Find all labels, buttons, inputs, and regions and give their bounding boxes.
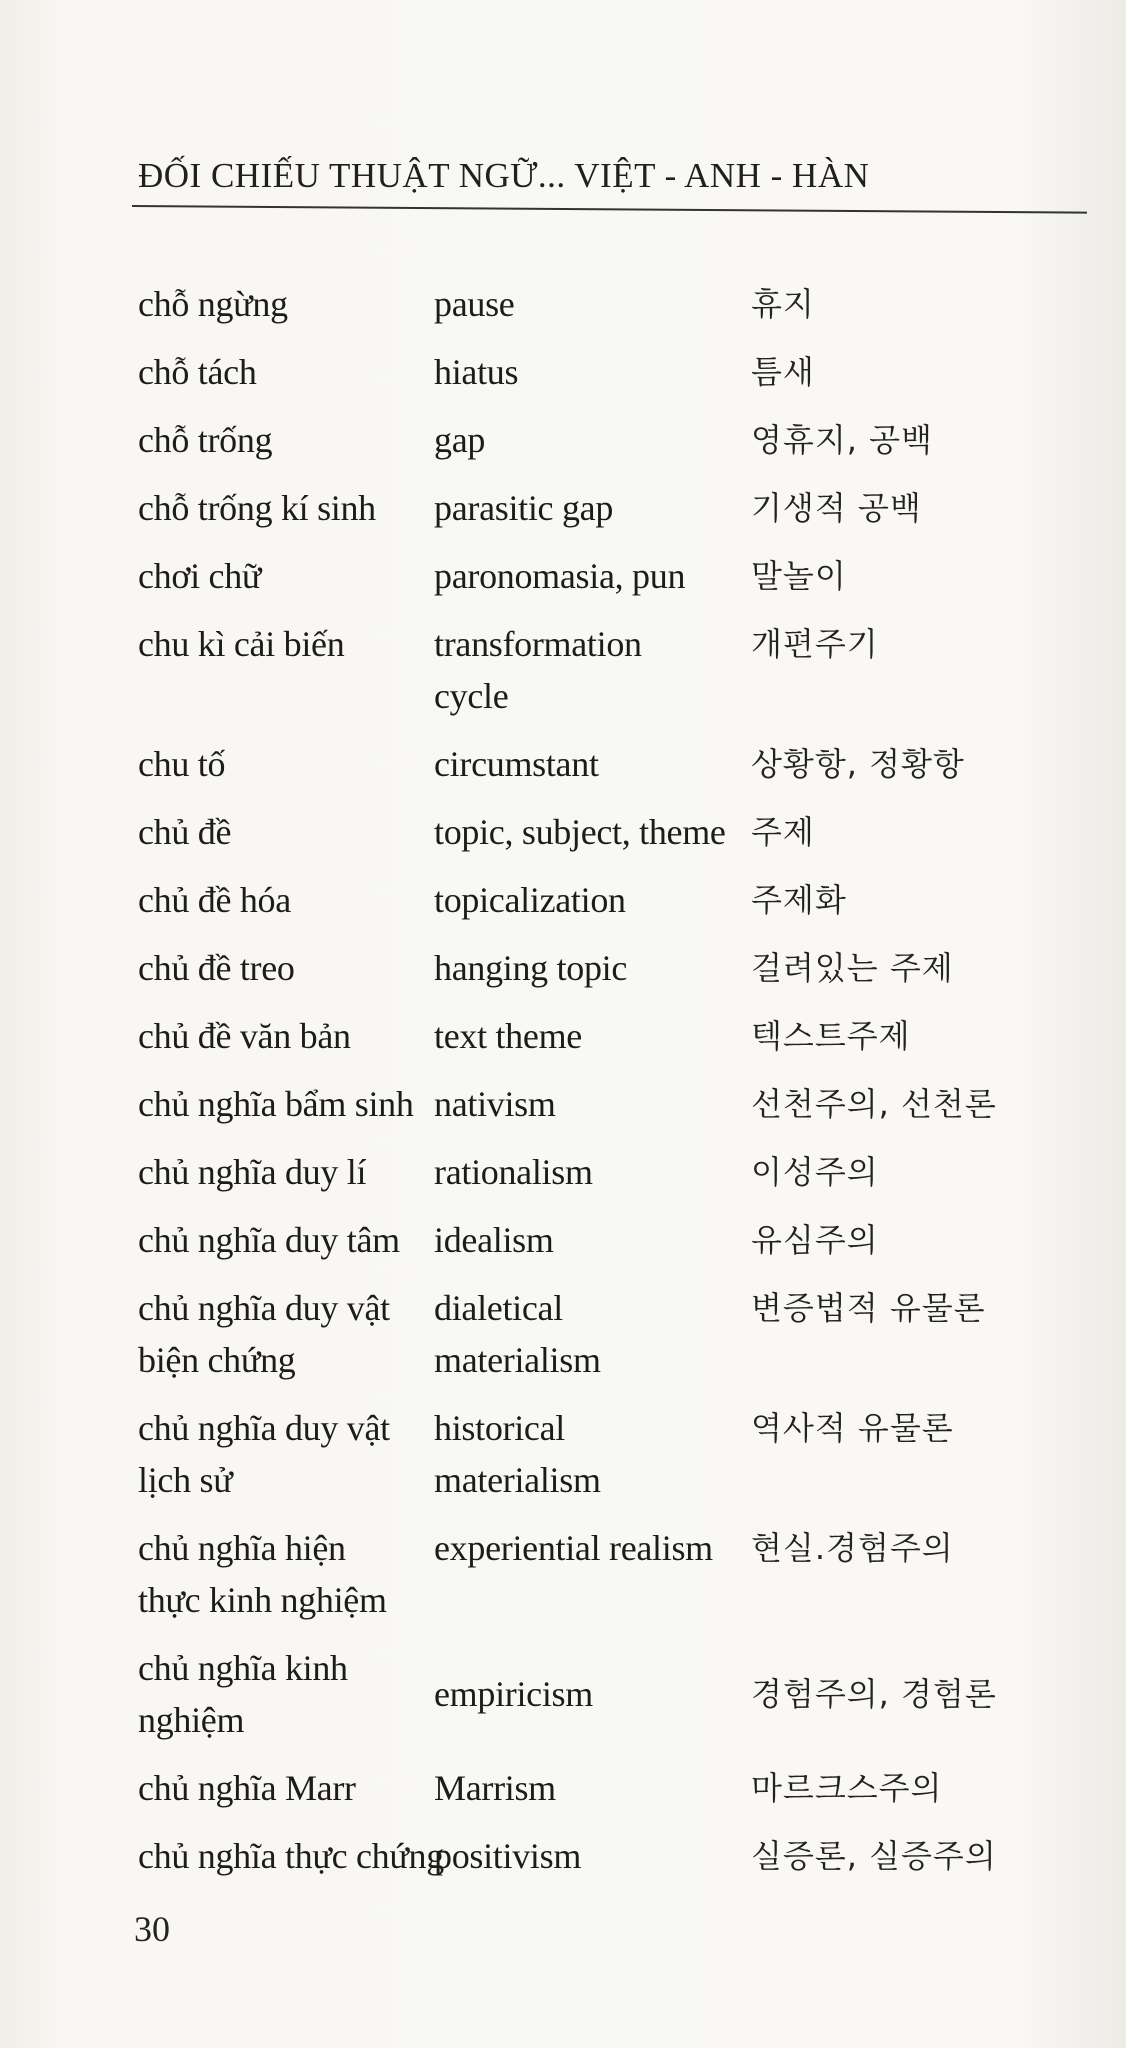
korean-term [751, 1402, 954, 1454]
korean-term [751, 1010, 911, 1062]
korean-term [751, 482, 922, 534]
vietnamese-term [138, 806, 231, 858]
korean-term-line: 상황항, 정황항 [751, 745, 965, 783]
vietnamese-term [138, 738, 225, 790]
vietnamese-term [138, 874, 291, 926]
english-term [434, 942, 627, 994]
english-term [434, 1830, 581, 1882]
vietnamese-term [138, 1402, 390, 1506]
vietnamese-term-line: biện chứng [138, 1340, 296, 1380]
korean-term-line: 마르크스주의 [751, 1769, 943, 1807]
english-term [434, 414, 485, 466]
english-term [434, 278, 514, 330]
vietnamese-term [138, 1642, 348, 1746]
vietnamese-term-line: chủ nghĩa duy lí [138, 1152, 367, 1192]
vietnamese-term-line: chủ nghĩa thực chứng [138, 1836, 444, 1876]
korean-term-line: 변증법적 유물론 [751, 1289, 986, 1327]
english-term [434, 1146, 593, 1198]
running-header: ĐỐI CHIẾU THUẬT NGỮ... VIỆT - ANH - HÀN [138, 156, 870, 195]
korean-term-line: 실증론, 실증주의 [751, 1837, 997, 1875]
vietnamese-term-line: chu kì cải biến [138, 624, 345, 664]
korean-term [751, 874, 847, 926]
english-term-line: positivism [434, 1836, 582, 1876]
english-term-line: empiricism [434, 1674, 593, 1714]
english-term [434, 1762, 556, 1814]
english-term [434, 1522, 713, 1574]
vietnamese-term-line: chủ nghĩa duy vật [138, 1288, 390, 1328]
vietnamese-term [138, 482, 376, 534]
english-term [434, 1078, 556, 1130]
korean-term-line: 유심주의 [751, 1221, 879, 1259]
english-term-line: nativism [434, 1084, 556, 1124]
vietnamese-term-line: chơi chữ [138, 556, 262, 596]
vietnamese-term [138, 1214, 400, 1266]
english-term-line: transformation [434, 624, 642, 664]
korean-term [751, 1830, 997, 1882]
english-term [434, 1282, 601, 1386]
korean-term [751, 1762, 942, 1814]
english-term-line: pause [434, 284, 515, 324]
english-term [434, 874, 626, 926]
korean-term-line: 개편주기 [751, 625, 879, 663]
english-term-line: historical [434, 1408, 565, 1448]
korean-term [751, 1078, 997, 1130]
vietnamese-term-line: chỗ tách [138, 352, 257, 392]
english-term [434, 1668, 593, 1720]
korean-term-line: 휴지 [751, 285, 815, 323]
vietnamese-term-line: chủ đề treo [138, 948, 295, 988]
vietnamese-term [138, 1830, 444, 1882]
vietnamese-term-line: nghiệm [138, 1700, 245, 1740]
english-term-line: hanging topic [434, 948, 628, 988]
korean-term-line: 이성주의 [751, 1153, 879, 1191]
korean-term [751, 1282, 986, 1334]
english-term-line: experiential realism [434, 1528, 713, 1568]
english-term-line: hiatus [434, 352, 519, 392]
vietnamese-term [138, 414, 272, 466]
vietnamese-term-line: thực kinh nghiệm [138, 1580, 387, 1620]
english-term [434, 1402, 601, 1506]
english-term [434, 550, 685, 602]
vietnamese-term-line: chủ đề văn bản [138, 1016, 351, 1056]
english-term [434, 1010, 582, 1062]
vietnamese-term [138, 1078, 414, 1130]
vietnamese-term-line: chỗ trống kí sinh [138, 488, 376, 528]
english-term [434, 618, 642, 722]
english-term [434, 1214, 554, 1266]
korean-term-line: 텍스트주제 [751, 1017, 911, 1055]
english-term [434, 346, 518, 398]
english-term-line: parasitic gap [434, 488, 614, 528]
vietnamese-term [138, 1522, 387, 1626]
vietnamese-term-line: chủ nghĩa duy tâm [138, 1220, 400, 1260]
korean-term-line: 현실.경험주의 [751, 1529, 954, 1567]
korean-term-line: 경험주의, 경험론 [751, 1675, 997, 1713]
vietnamese-term-line: chủ nghĩa Marr [138, 1768, 356, 1808]
korean-term [751, 1668, 997, 1720]
korean-term [751, 1146, 879, 1198]
vietnamese-term [138, 550, 261, 602]
korean-term-line: 틈새 [751, 353, 815, 391]
korean-term-line: 선천주의, 선천론 [751, 1085, 997, 1123]
english-term-line: materialism [434, 1460, 601, 1500]
korean-term-line: 기생적 공백 [751, 489, 922, 527]
korean-term-line: 영휴지, 공백 [751, 421, 933, 459]
vietnamese-term [138, 278, 288, 330]
english-term-line: topic, subject, theme [434, 812, 726, 852]
english-term-line: gap [434, 420, 486, 460]
english-term-line: rationalism [434, 1152, 593, 1192]
english-term-line: dialetical [434, 1288, 563, 1328]
korean-term-line: 역사적 유물론 [751, 1409, 954, 1447]
vietnamese-term-line: chỗ ngừng [138, 284, 288, 324]
vietnamese-term-line: chu tố [138, 744, 226, 784]
english-term [434, 806, 726, 858]
korean-term [751, 1522, 954, 1574]
english-term-line: idealism [434, 1220, 554, 1260]
english-term-line: circumstant [434, 744, 599, 784]
english-term-line: topicalization [434, 880, 626, 920]
korean-term-line: 주제 [751, 813, 815, 851]
korean-term [751, 414, 933, 466]
english-term-line: paronomasia, pun [434, 556, 686, 596]
vietnamese-term-line: chủ nghĩa kinh [138, 1648, 348, 1688]
vietnamese-term-line: chỗ trống [138, 420, 273, 460]
vietnamese-term-line: chủ nghĩa bẩm sinh [138, 1084, 414, 1124]
korean-term [751, 942, 954, 994]
vietnamese-term [138, 1146, 366, 1198]
korean-term [751, 738, 965, 790]
vietnamese-term-line: lịch sử [138, 1460, 233, 1500]
korean-term [751, 346, 815, 398]
english-term-line: cycle [434, 676, 509, 716]
vietnamese-term-line: chủ nghĩa duy vật [138, 1408, 390, 1448]
korean-term [751, 806, 815, 858]
english-term-line: text theme [434, 1016, 582, 1056]
vietnamese-term [138, 942, 295, 994]
vietnamese-term-line: chủ đề hóa [138, 880, 291, 920]
english-term [434, 738, 599, 790]
page-number: 30 [134, 1909, 170, 1949]
vietnamese-term [138, 618, 344, 670]
vietnamese-term [138, 1010, 351, 1062]
vietnamese-term-line: chủ đề [138, 812, 232, 852]
vietnamese-term-line: chủ nghĩa hiện [138, 1528, 346, 1568]
vietnamese-term [138, 346, 257, 398]
vietnamese-term [138, 1282, 390, 1386]
korean-term-line: 주제화 [751, 881, 847, 919]
korean-term [751, 618, 879, 670]
korean-term [751, 550, 847, 602]
english-term-line: materialism [434, 1340, 601, 1380]
korean-term [751, 278, 815, 330]
vietnamese-term [138, 1762, 356, 1814]
korean-term [751, 1214, 879, 1266]
english-term [434, 482, 613, 534]
english-term-line: Marrism [434, 1768, 556, 1808]
korean-term-line: 걸려있는 주제 [751, 949, 954, 987]
korean-term-line: 말놀이 [751, 557, 847, 595]
